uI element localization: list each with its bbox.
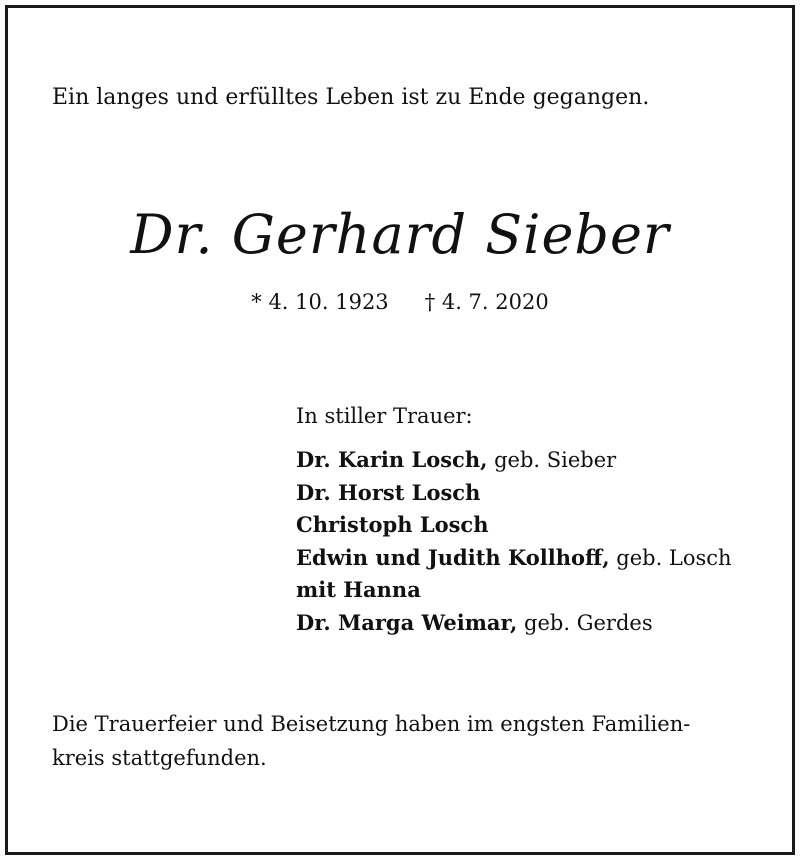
mourner-name: Dr. Horst Losch [296, 479, 481, 505]
closing-line: kreis stattgefunden. [52, 746, 267, 770]
mourner-line [296, 444, 776, 477]
mourner-line [296, 477, 776, 510]
mourner-suffix: geb. Losch [609, 545, 732, 570]
mourners-block [296, 400, 776, 639]
closing-line: Die Trauerfeier und Beisetzung haben im engsten Familien- [52, 712, 691, 736]
deceased-name: Dr. Gerhard Sieber [130, 203, 670, 266]
death-date: † 4. 7. 2020 [424, 290, 549, 314]
mourner-line [296, 607, 776, 640]
mourner-name: Christoph Losch [296, 512, 489, 537]
mourner-suffix: geb. Sieber [487, 448, 617, 472]
mourner-name: mit Hanna [296, 577, 421, 602]
mourner-line [296, 542, 776, 575]
life-dates [0, 287, 800, 317]
birth-date: * 4. 10. 1923 [251, 290, 389, 314]
intro-text: Ein langes und erfülltes Leben ist zu Ende gegangen. [52, 85, 650, 110]
mourner-name: Dr. Karin Losch, [296, 447, 488, 472]
mourner-line [296, 509, 776, 542]
mourner-name: Dr. Marga Weimar, [296, 609, 518, 635]
mourner-suffix: geb. Gerdes [517, 610, 653, 635]
mourner-line [296, 574, 776, 607]
mourner-name: Edwin und Judith Kollhoff, [296, 544, 610, 570]
mourning-heading: In stiller Trauer: [296, 404, 473, 428]
closing-text [52, 707, 752, 775]
